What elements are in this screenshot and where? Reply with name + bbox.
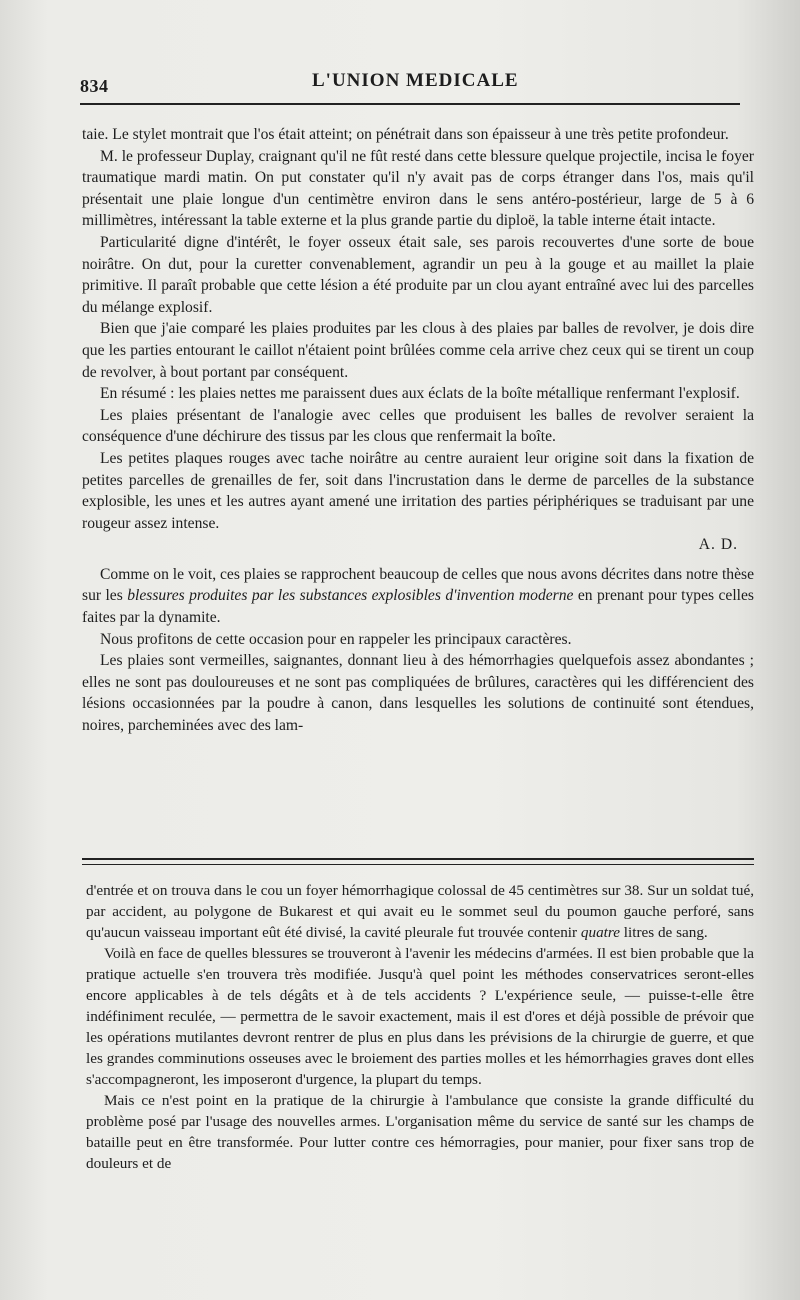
paragraph: Les plaies présentant de l'analogie avec celles que produisent les balles de revolver seraient la conséquence d'une déchirure des tissus par les clous que renfermait la boîte. [82,406,754,446]
footnote-paragraph [86,880,754,943]
running-title: L'UNION MEDICALE [312,70,519,91]
author-signature: A. D. [698,536,738,554]
paragraph: Les plaies sont vermeilles, saignantes, donnant lieu à des hémorrhagies quelquefois assez abondantes ; elles ne sont pas douloureuses et ne sont pas compliquées de brûlures, caractères qui les différencient des lésions occasionnées par la poudre à canon, dans lesquelles les solutions de continuité sont étendues, noires, parcheminées avec des lam- [82,652,754,735]
footnote-separator [82,858,754,865]
paragraph: Les petites plaques rouges avec tache noirâtre au centre auraient leur origine soit dans la fixation de petites parcelles de grenailles de fer, soit dans l'incrustation dans le derme de parcelles de la substance explosible, les unes et les autres ayant amené une irritation des parties périphériques se traduisant par une rougeur assez intense. [82,449,754,532]
paragraph: M. le professeur Duplay, craignant qu'il ne fût resté dans cette blessure quelque projectile, incisa le foyer traumatique mardi matin. On put constater qu'il n'y avait pas de corps étranger dans l'os, mais qu'il présentait une plaie longue d'un centimètre environ dans le sens antéro-postérieur, large de 5 à 6 millimètres, intéressant la table externe et la plus grande partie du diploë, la table interne était intacte. [82,147,754,230]
paragraph: Bien que j'aie comparé les plaies produites par les clous à des plaies par balles de revolver, je dois dire que les parties entourant le caillot n'étaient point brûlées comme cela arrive chez ceux qui se tirent un coup de revolver, à bout portant par conséquent. [82,320,754,381]
paragraph [82,564,754,629]
italic-word: quatre [580,924,620,941]
italic-title: blessures produites par les substances explosibles d'invention moderne [127,587,574,605]
footnote-paragraph: Voilà en face de quelles blessures se trouveront à l'avenir les médecins d'armées. Il est bien probable que la pratique actuelle s'en trouvera très modifiée. Jusqu'à quel point les méthodes conservatrices seront-elles encore applicables à de tels dégâts et à de tels accidents ? L'expérience seule, — puisse-t-elle être indéfiniment reculée, — permettra de le savoir exactement, mais il est d'ores et déjà possible de prévoir que les opérations mutilantes devront rentrer de plus en plus dans les prévisions de la chirurgie de guerre, et que les grandes comminutions osseuses avec le broiement des parties molles et les hémorrhagies graves dont elles s'accompagneront, les imposeront d'urgence, la plupart du temps. [86,945,755,1088]
footnote-text-run: litres de sang. [619,924,708,941]
page-number: 834 [80,76,109,96]
paragraph: En résumé : les plaies nettes me paraissent dues aux éclats de la boîte métallique renfermant l'explosif. [100,385,740,403]
paragraph-text: en prenant pour types celles faites par la dynamite. [82,587,755,627]
paragraph: Nous profitons de cette occasion pour en rappeler les principaux caractères. [100,630,572,648]
footnote-text-run: d'entrée et on trouva dans le cou un foyer hémorrhagique colossal de 45 centimètres sur 38. Sur un soldat tué, par accident, au polygone de Bukarest et qui avait eu le sommet seul du poumon gauche perforé, sans qu'aucun vaisseau important eût été divisé, la cavité pleurale fut trouvée contenir [86,882,754,941]
paragraph: taie. Le stylet montrait que l'os était atteint; on pénétrait dans son épaisseur à une très petite profondeur. [82,126,729,143]
page-header [80,62,740,102]
footnote-text [86,880,754,1174]
main-text [82,124,754,737]
paragraph: Particularité digne d'intérêt, le foyer osseux était sale, ses parois recouvertes d'une sorte de boue noirâtre. On dut, pour la curetter convenablement, agrandir un peu à la gouge et au maillet la plaie primitive. Il paraît probable que cette lésion a été produite par un clou ayant entraîné avec lui des parcelles du mélange explosif. [82,233,754,316]
paragraph-text: Comme on le voit, ces plaies se rapprochent beaucoup de celles que nous avons décrites dans notre thèse sur les [82,565,754,605]
footnote-paragraph: Mais ce n'est point en la pratique de la chirurgie à l'ambulance que consiste la grande difficulté du problème posé par l'usage des nouvelles armes. L'organisation même du service de santé sur les champs de bataille peut en être transformée. Pour lutter contre ces hémorragies, pour manier, pour fixer sans trop de douleurs et de [86,1092,754,1172]
header-rule [80,103,740,105]
